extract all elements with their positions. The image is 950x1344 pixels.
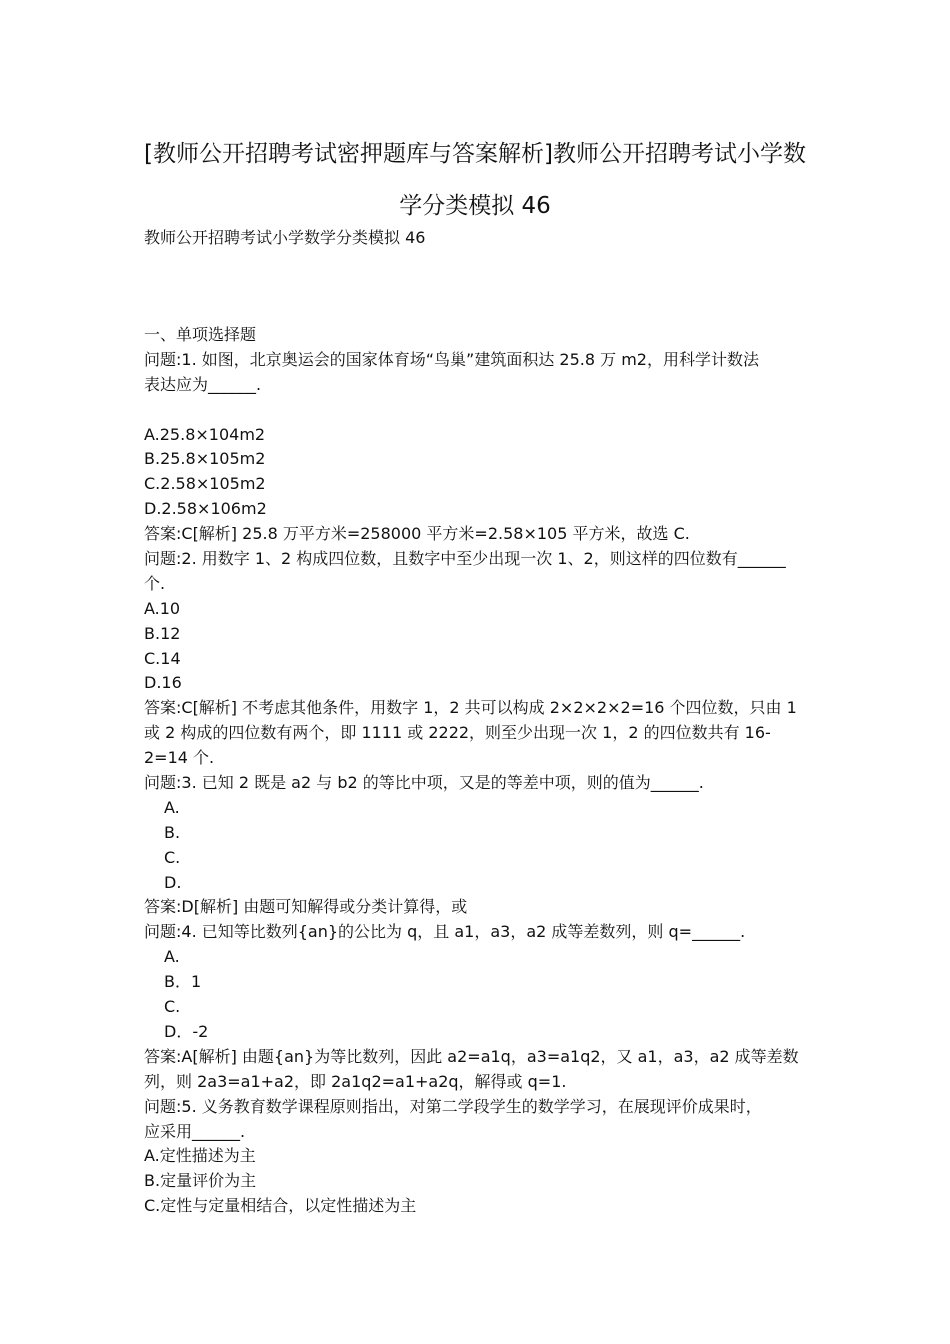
question-3-option-a: A. [164,797,180,817]
document-subtitle: 教师公开招聘考试小学数学分类模拟 46 [144,228,426,247]
question-3-text: 问题:3. 已知 2 既是 a2 与 b2 的等比中项，又是的等差中项，则的值为______. [144,773,704,793]
question-1-option-b: B.25.8×105m2 [144,449,266,469]
document-title [140,128,810,232]
question-2-option-a: A.10 [144,598,181,618]
question-3-option-c: C. [164,847,181,867]
question-4-option-d: D．-2 [164,1021,209,1041]
question-1-option-d: D.2.58×106m2 [144,499,267,519]
title-line-1: [教师公开招聘考试密押题库与答案解析]教师公开招聘考试小学数 [144,141,806,167]
section-heading: 一、单项选择题 [144,325,257,344]
question-1-text-line-1: 问题:1. 如图，北京奥运会的国家体育场“鸟巢”建筑面积达 25.8 万 m2，用科学计数法 [144,349,759,369]
question-3-option-d: D. [164,872,182,892]
question-5-option-a: A.定性描述为主 [144,1146,256,1166]
question-2-option-c: C.14 [144,648,181,668]
question-4-option-b: B．1 [164,972,202,992]
question-3-answer: 答案:D[解析] 由题可知解得或分类计算得，或 [144,897,468,917]
question-5-text-line-2: 应采用______. [144,1121,246,1141]
question-2-answer-line-2: 或 2 构成的四位数有两个，即 1111 或 2222，则至少出现一次 1，2 的四位数共有 16- [144,723,771,743]
question-1-option-a: A.25.8×104m2 [144,424,266,444]
question-5-option-c: C.定性与定量相结合，以定性描述为主 [144,1196,417,1216]
question-2-answer-line-1: 答案:C[解析] 不考虑其他条件，用数字 1，2 共可以构成 2×2×2×2=16 个四位数，只由 1 [144,698,797,718]
question-4-option-c: C. [164,997,181,1017]
question-4-text: 问题:4. 已知等比数列{an}的公比为 q，且 a1，a3，a2 成等差数列，则 q=______. [144,922,746,942]
question-2-option-b: B.12 [144,623,181,643]
question-3-option-b: B. [164,822,181,842]
question-2-text-line-2: 个. [144,573,166,593]
question-4-answer-line-1: 答案:A[解析] 由题{an}为等比数列，因此 a2=a1q，a3=a1q2，又 a1，a3，a2 成等差数 [144,1046,799,1066]
question-5-text-line-1: 问题:5. 义务教育数学课程原则指出，对第二学段学生的数学学习，在展现评价成果时， [144,1096,762,1116]
question-2-option-d: D.16 [144,673,182,693]
question-1-text-line-2: 表达应为______. [144,374,262,394]
question-2-text-line-1: 问题:2. 用数字 1、2 构成四位数，且数字中至少出现一次 1、2，则这样的四位数有______ [144,549,786,569]
question-4-option-a: A. [164,947,180,967]
question-1-option-c: C.2.58×105m2 [144,474,266,494]
question-1-figure-space [144,398,812,423]
question-1-answer: 答案:C[解析] 25.8 万平方米=258000 平方米=2.58×105 平方米，故选 C. [144,524,690,544]
title-line-2: 学分类模拟 46 [399,193,551,219]
question-5-option-b: B.定量评价为主 [144,1171,257,1191]
document-body [144,323,812,1219]
question-2-answer-line-3: 2=14 个. [144,748,215,768]
question-4-answer-line-2: 列，则 2a3=a1+a2，即 2a1q2=a1+a2q，解得或 q=1. [144,1071,567,1091]
